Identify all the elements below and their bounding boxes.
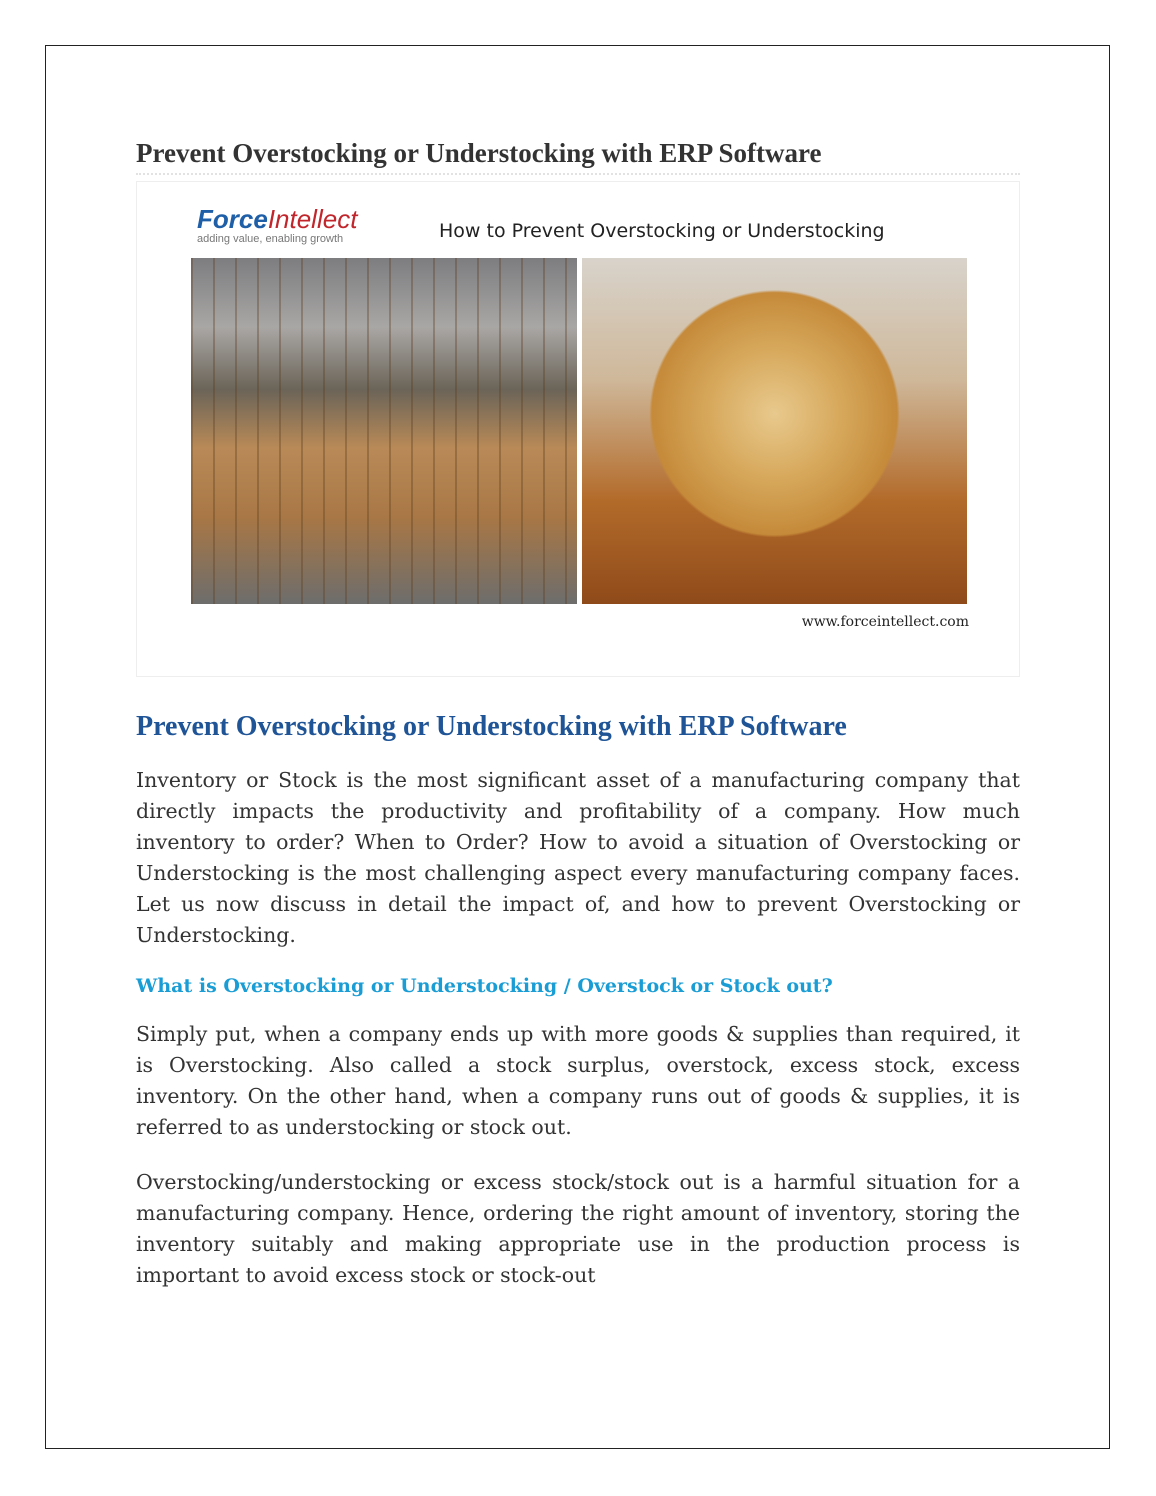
empty-box-image [582, 258, 967, 604]
paragraph: Overstocking/understocking or excess stock/stock out is a harmful situation for a manufacturing company. Hence, ordering the right amount of inventory, storing the inventory suitably and making appropriate use in the production process is important to avoid excess stock or stock-out [136, 1170, 1020, 1287]
logo-intellect: Intellect [267, 204, 358, 234]
banner-url: www.forceintellect.com [801, 614, 969, 630]
warehouse-image [191, 258, 577, 604]
paragraph: Simply put, when a company ends up with more goods & supplies than required, it is Overstocking. Also called a stock surplus, overstock, excess stock, excess inventory. On the other hand, when a company runs out of goods & supplies, it is referred to as understocking or stock out. [136, 1022, 1020, 1139]
subheading: What is Overstocking or Understocking / Overstock or Stock out? [136, 975, 833, 997]
intro-paragraph: Inventory or Stock is the most significant asset of a manufacturing company that directly impacts the productivity and profitability of a company. How much inventory to order? When to Order? How to avoid a situation of Overstocking or Understocking is the most challenging aspect every manufacturing company faces. Let us now discuss in detail the impact of, and how to prevent Overstocking or Understocking. [136, 768, 1020, 947]
document-content [136, 138, 1020, 1315]
logo-tagline: adding value, enabling growth [197, 233, 344, 245]
section-heading: Prevent Overstocking or Understocking with ERP Software [136, 711, 847, 742]
document-title: Prevent Overstocking or Understocking with ERP Software [136, 138, 1020, 175]
banner-title: How to Prevent Overstocking or Understocking [439, 220, 885, 242]
banner-figure [136, 181, 1020, 677]
forceintellect-logo [197, 206, 357, 245]
logo-force: Force [197, 204, 268, 234]
